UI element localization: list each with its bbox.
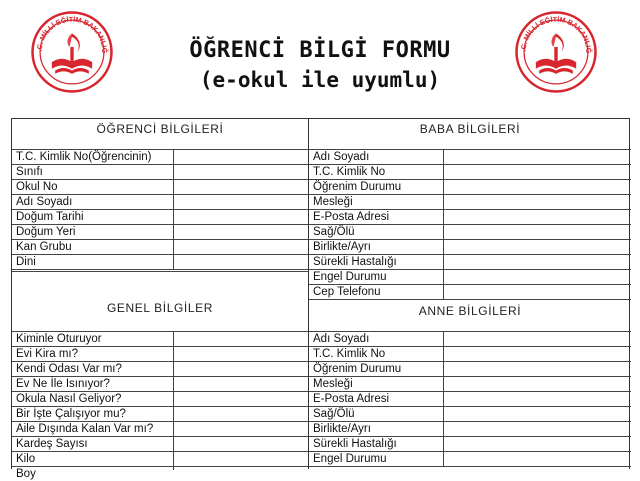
student-row-rule <box>12 269 308 270</box>
father-value-cell[interactable] <box>445 254 629 268</box>
mother-field-label: Öğrenim Durumu <box>313 363 402 375</box>
general-value-cell[interactable] <box>175 361 306 375</box>
general-value-cell[interactable] <box>175 451 306 465</box>
father-field-label: Birlikte/Ayrı <box>313 241 371 253</box>
general-value-cell[interactable] <box>175 391 306 405</box>
father-bottom-rule <box>309 299 631 300</box>
student-field-label: Dini <box>16 256 36 268</box>
father-field-label: Sürekli Hastalığı <box>313 256 397 268</box>
father-value-cell[interactable] <box>445 269 629 283</box>
student-value-cell[interactable] <box>175 254 306 268</box>
mother-row-rule <box>309 466 631 467</box>
mother-field-label: Sağ/Ölü <box>313 408 355 420</box>
father-field-label: Engel Durumu <box>313 271 387 283</box>
general-value-cell[interactable] <box>175 346 306 360</box>
general-field-label: Boy <box>16 468 36 480</box>
mother-field-label: Sürekli Hastalığı <box>313 438 397 450</box>
general-value-cell[interactable] <box>175 406 306 420</box>
mother-value-cell[interactable] <box>445 406 629 420</box>
student-field-label: Doğum Tarihi <box>16 211 84 223</box>
general-field-label: Ev Ne İle Isınıyor? <box>16 378 110 390</box>
general-value-cell[interactable] <box>175 436 306 450</box>
mother-field-label: E-Posta Adresi <box>313 393 390 405</box>
general-field-label: Kiminle Oturuyor <box>16 333 102 345</box>
mother-section-header: ANNE BİLGİLERİ <box>418 304 522 318</box>
general-field-label: Evi Kira mı? <box>16 348 78 360</box>
father-value-cell[interactable] <box>445 194 629 208</box>
mother-field-label: Adı Soyadı <box>313 333 370 345</box>
info-form-table <box>11 118 630 480</box>
student-value-divider <box>173 149 174 269</box>
student-value-cell[interactable] <box>175 164 306 178</box>
mother-field-label: Mesleği <box>313 378 353 390</box>
father-value-divider <box>443 149 444 299</box>
student-value-cell[interactable] <box>175 209 306 223</box>
mother-value-cell[interactable] <box>445 361 629 375</box>
father-field-label: T.C. Kimlik No <box>313 166 386 178</box>
general-value-cell[interactable] <box>175 466 306 480</box>
general-value-cell[interactable] <box>175 421 306 435</box>
general-value-divider <box>173 331 174 470</box>
father-value-cell[interactable] <box>445 164 629 178</box>
general-section-header: GENEL BİLGİLER <box>107 301 213 315</box>
general-field-label: Okula Nasıl Geliyor? <box>16 393 122 405</box>
student-value-cell[interactable] <box>175 149 306 163</box>
mother-value-cell[interactable] <box>445 391 629 405</box>
father-field-label: Adı Soyadı <box>313 151 370 163</box>
student-value-cell[interactable] <box>175 179 306 193</box>
mother-value-cell[interactable] <box>445 331 629 345</box>
mother-value-divider <box>443 331 444 466</box>
general-field-label: Kilo <box>16 453 36 465</box>
student-value-cell[interactable] <box>175 239 306 253</box>
logo-text-right: .C. MİLLİ EĞİTİM BAKANLIĞ <box>519 15 593 54</box>
mother-value-cell[interactable] <box>445 421 629 435</box>
student-value-cell[interactable] <box>175 194 306 208</box>
father-section-header: BABA BİLGİLERİ <box>419 122 521 136</box>
mother-value-cell[interactable] <box>445 436 629 450</box>
mother-field-label: Engel Durumu <box>313 453 387 465</box>
father-value-cell[interactable] <box>445 179 629 193</box>
general-field-label: Bir İşte Çalışıyor mu? <box>16 408 126 420</box>
form-title: ÖĞRENCİ BİLGİ FORMU <box>189 38 451 63</box>
student-bottom-rule <box>12 271 308 272</box>
father-field-label: Öğrenim Durumu <box>313 181 402 193</box>
student-section-header: ÖĞRENCİ BİLGİLERİ <box>96 122 224 136</box>
student-field-label: Sınıfı <box>16 166 43 178</box>
general-value-cell[interactable] <box>175 376 306 390</box>
logo-text-left: .C. MİLLİ EĞİTİM BAKANLIĞ <box>35 15 109 54</box>
mother-value-cell[interactable] <box>445 451 629 465</box>
column-divider <box>308 119 309 469</box>
father-value-cell[interactable] <box>445 224 629 238</box>
mother-value-cell[interactable] <box>445 376 629 390</box>
father-value-cell[interactable] <box>445 149 629 163</box>
general-value-cell[interactable] <box>175 331 306 345</box>
general-field-label: Kendi Odası Var mı? <box>16 363 122 375</box>
father-field-label: Cep Telefonu <box>313 286 381 298</box>
general-field-label: Aile Dışında Kalan Var mı? <box>16 423 154 435</box>
student-field-label: Okul No <box>16 181 58 193</box>
student-field-label: Kan Grubu <box>16 241 72 253</box>
general-field-label: Kardeş Sayısı <box>16 438 88 450</box>
father-value-cell[interactable] <box>445 209 629 223</box>
mother-value-cell[interactable] <box>445 346 629 360</box>
student-field-label: Doğum Yeri <box>16 226 76 238</box>
father-field-label: Sağ/Ölü <box>313 226 355 238</box>
mother-field-label: T.C. Kimlik No <box>313 348 386 360</box>
father-field-label: E-Posta Adresi <box>313 211 390 223</box>
student-field-label: Adı Soyadı <box>16 196 73 208</box>
student-value-cell[interactable] <box>175 224 306 238</box>
father-value-cell[interactable] <box>445 284 629 298</box>
mother-field-label: Birlikte/Ayrı <box>313 423 371 435</box>
father-field-label: Mesleği <box>313 196 353 208</box>
student-field-label: T.C. Kimlik No(Öğrencinin) <box>16 151 152 163</box>
father-value-cell[interactable] <box>445 239 629 253</box>
form-subtitle: (e-okul ile uyumlu) <box>199 68 441 92</box>
